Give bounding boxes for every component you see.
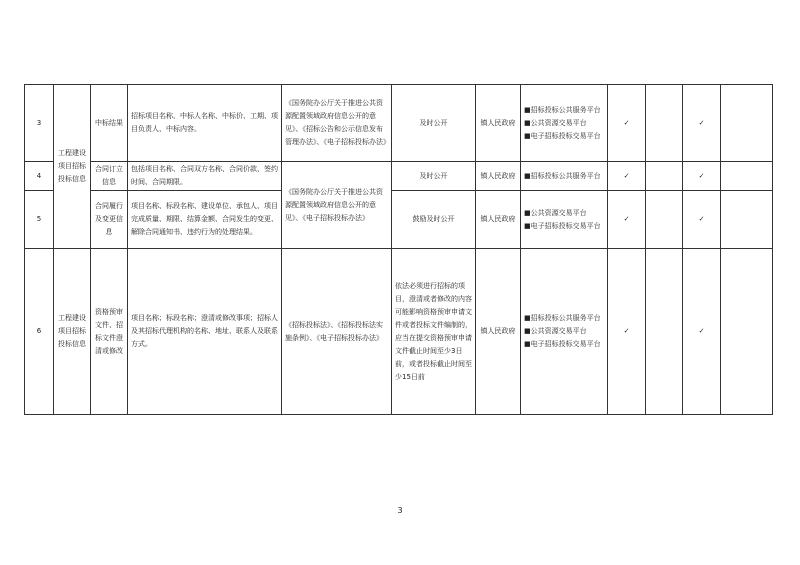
empty-cell — [721, 85, 773, 162]
subject-cell: 镇人民政府 — [476, 85, 521, 162]
row-number: 5 — [25, 191, 54, 249]
check-mark: ✓ — [683, 85, 721, 162]
basis-cell: 《招标投标法》、《招标投标法实施条例》、《电子招标投标办法》 — [282, 249, 392, 415]
time-cell: 及时公开 — [392, 85, 476, 162]
platform-cell — [521, 85, 608, 162]
platform-cell — [521, 191, 608, 249]
platform-item: ■电子招标投标交易平台 — [524, 131, 601, 140]
page-number: 3 — [397, 506, 403, 515]
check-mark: ✓ — [608, 162, 646, 191]
empty-cell — [646, 85, 683, 162]
platform-item: ■电子招标投标交易平台 — [524, 221, 601, 230]
table-row — [25, 85, 773, 162]
platform-item: ■招标投标公共服务平台 — [524, 105, 601, 114]
sub-category-cell: 合同订立信息 — [91, 162, 128, 191]
platform-cell — [521, 249, 608, 415]
empty-cell — [646, 249, 683, 415]
platform-item: ■公共资源交易平台 — [524, 327, 587, 335]
sub-category-cell: 中标结果 — [91, 85, 128, 162]
subject-cell: 镇人民政府 — [476, 162, 521, 191]
platform-item: ■电子招标投标交易平台 — [524, 340, 601, 348]
subject-cell: 镇人民政府 — [476, 191, 521, 249]
subject-cell: 镇人民政府 — [476, 249, 521, 415]
empty-cell — [721, 191, 773, 249]
time-cell: 依法必须进行招标的项目，澄清或者修改的内容可能影响资格预审申请文件或者投标文件编制的，应当在提交资格预审申请文件截止时间至少3日前，或者投标截止时间至少15日前 — [392, 249, 476, 415]
category-cell: 工程建设项目招标投标信息 — [54, 85, 91, 249]
time-cell: 及时公开 — [392, 162, 476, 191]
platform-item: ■公共资源交易平台 — [524, 118, 587, 127]
sub-category-cell: 资格预审文件、招标文件澄清或修改 — [91, 249, 128, 415]
row-number: 6 — [25, 249, 54, 415]
empty-cell — [646, 191, 683, 249]
category-cell: 工程建设项目招标投标信息 — [54, 249, 91, 415]
empty-cell — [721, 162, 773, 191]
platform-item: ■公共资源交易平台 — [524, 208, 587, 217]
row-number: 4 — [25, 162, 54, 191]
content-cell: 包括项目名称、合同双方名称、合同价款、签约时间、合同期限。 — [128, 162, 282, 191]
platform-cell — [521, 162, 608, 191]
platform-item: ■招标投标公共服务平台 — [524, 314, 601, 322]
content-cell: 项目名称；标段名称；澄清或修改事项；招标人及其招标代理机构的名称、地址、联系人及联系方式。 — [128, 249, 282, 415]
check-mark: ✓ — [683, 162, 721, 191]
table-row — [25, 191, 773, 249]
empty-cell — [646, 162, 683, 191]
check-mark: ✓ — [608, 249, 646, 415]
time-cell: 鼓励及时公开 — [392, 191, 476, 249]
empty-cell — [721, 249, 773, 415]
basis-cell: 《国务院办公厅关于推进公共资源配置领域政府信息公开的意见》、《电子招标投标办法》 — [282, 162, 392, 249]
row-number: 3 — [25, 85, 54, 162]
sub-category-cell: 合同履行及变更信息 — [91, 191, 128, 249]
basis-cell: 《国务院办公厅关于推进公共资源配置领域政府信息公开的意见》、《招标公告和公示信息发布管理办法》、《电子招标投标办法》 — [282, 85, 392, 162]
content-cell: 招标项目名称、中标人名称、中标价、工期、项目负责人、中标内容。 — [128, 85, 282, 162]
table-row — [25, 249, 773, 415]
check-mark: ✓ — [683, 249, 721, 415]
platform-item: ■招标投标公共服务平台 — [524, 171, 601, 180]
check-mark: ✓ — [608, 191, 646, 249]
table-row — [25, 162, 773, 191]
content-cell: 项目名称、标段名称、建设单位、承包人、项目完成质量、期限、结算金额、合同发生的变更、解除合同通知书、违约行为的处理结果。 — [128, 191, 282, 249]
disclosure-table — [24, 84, 773, 415]
check-mark: ✓ — [683, 191, 721, 249]
check-mark: ✓ — [608, 85, 646, 162]
